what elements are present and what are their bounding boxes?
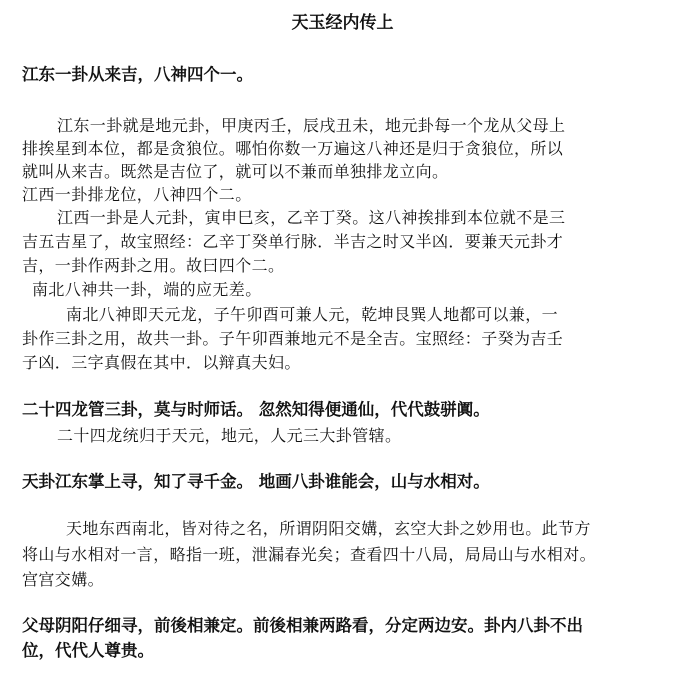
verse-heading-4-line-2: 位，代代人尊贵。 (22, 641, 154, 660)
paragraph-line: 卦作三卦之用，故共一卦。子午卯酉兼地元不是全吉。宝照经：子癸为吉壬 (22, 329, 564, 348)
paragraph-line: 子凶．三字真假在其中．以辩真夫妇。 (22, 353, 301, 372)
paragraph-line: 就叫从来吉。既然是吉位了，就可以不兼而单独排龙立向。 (22, 162, 449, 181)
verse-heading-1: 江东一卦从来吉，八神四个一。 (22, 65, 253, 84)
verse-heading-4-line-1: 父母阴阳仔细寻，前後相兼定。前後相兼两路看，分定两边安。卦内八卦不出 (22, 616, 583, 635)
paragraph-line: 吉五吉星了，故宝照经：乙辛丁癸单行脉．半吉之时又半凶．要兼天元卦才 (22, 232, 564, 251)
paragraph-line: 江东一卦就是地元卦，甲庚丙壬，辰戌丑未，地元卦每一个龙从父母上 (57, 116, 566, 135)
paragraph-line: 二十四龙统归于天元，地元，人元三大卦管辖。 (57, 426, 402, 445)
paragraph-line: 南北八神共一卦，端的应无差。 (32, 280, 262, 299)
paragraph-line: 江西一卦排龙位，八神四个二。 (22, 185, 252, 204)
paragraph-line: 南北八神即天元龙，子午卯酉可兼人元，乾坤艮巽人地都可以兼，一 (66, 305, 559, 324)
paragraph-line: 将山与水相对一言，略指一班，泄漏春光矣；查看四十八局，局局山与水相对。 (22, 545, 597, 564)
verse-heading-3: 天卦江东掌上寻，知了寻千金。 地画八卦谁能会，山与水相对。 (22, 472, 490, 491)
paragraph-line: 排挨星到本位，都是贪狼位。哪怕你数一万遍这八神还是归于贪狼位，所以 (22, 139, 564, 158)
verse-heading-2: 二十四龙管三卦，莫与时师话。 忽然知得便通仙，代代鼓骈阗。 (22, 400, 490, 419)
paragraph-line: 吉，一卦作两卦之用。故曰四个二。 (22, 256, 285, 275)
paragraph-line: 天地东西南北，皆对待之名，所谓阴阳交媾，玄空大卦之妙用也。此节方 (66, 519, 591, 538)
document-title: 天玉经内传上 (291, 13, 394, 33)
paragraph-line: 江西一卦是人元卦，寅申巳亥，乙辛丁癸。这八神挨排到本位就不是三 (57, 208, 566, 227)
paragraph-line: 宫宫交媾。 (22, 570, 105, 589)
